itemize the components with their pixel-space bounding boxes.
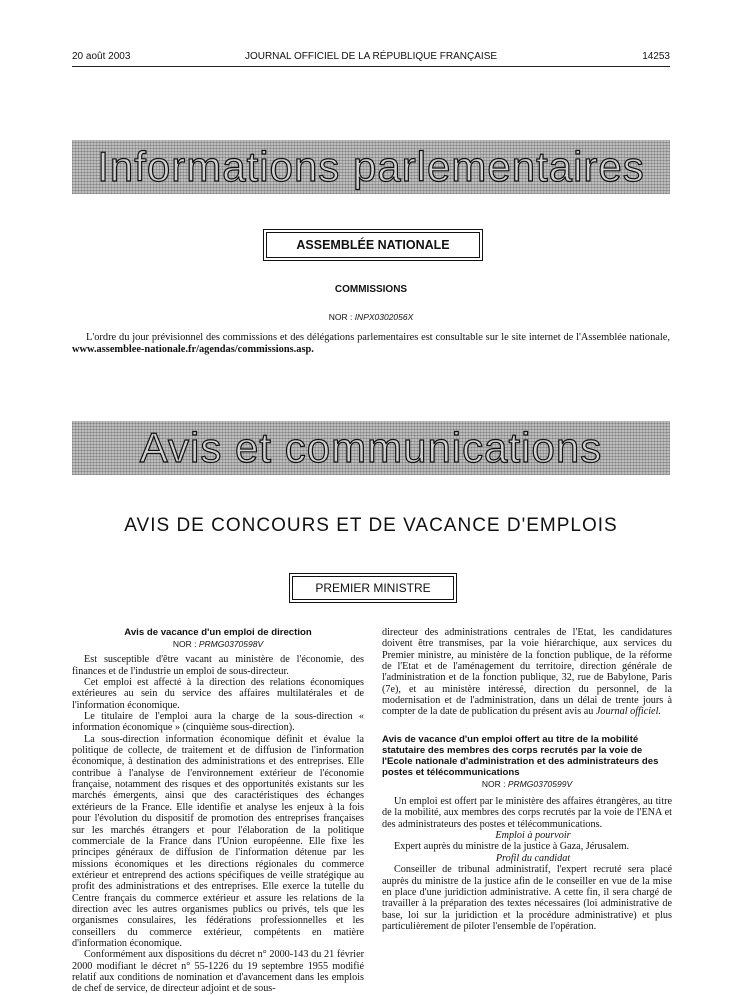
nor-label: NOR :: [481, 778, 506, 789]
nor-label: NOR :: [328, 312, 353, 322]
commissions-heading: [72, 284, 670, 295]
profil-paragraph: Conseiller de tribunal administratif, l'expert recruté sera placé auprès du ministre de la justice afin de le conseiller en vue de la mise en place d'une juridiction administrative. A cette fin, il sera chargé de travailler à la préparation des textes nécessaires (loi administrative de base, loi sur la juridiction et la procédure administrative) et plus particulièrement de piloter l'ensemble de l'opération.: [382, 864, 672, 932]
continuation-text: directeur des administrations centrales de l'Etat, les candidatures doivent être transmises, par la voie hiérarchique, aux services du Premier ministre, au ministère de la fonction publique, de la réforme de l'Etat et de l'aménagement du territoire, direction générale de l'administration et de la fonction publique, 32, rue de Babylone, Paris (7e), et au ministère intéressé, direction du personnel, de la modernisation et de l'administration, dans un délai de trente jours à compter de la date de publication du présent avis au: [382, 627, 672, 718]
emploi-paragraph: Expert auprès du ministre de la justice à Gaza, Jérusalem.: [394, 841, 630, 853]
assemblee-nationale-box: [266, 232, 480, 258]
banner-text: Informations parlementaires: [97, 143, 645, 190]
assemblee-url: www.assemblee-nationale.fr/agendas/commissions.asp.: [72, 343, 314, 355]
section-title-text: AVIS DE CONCOURS ET DE VACANCE D'EMPLOIS: [124, 515, 618, 536]
banner-avis-communications: [72, 421, 670, 475]
article-nor: [382, 779, 672, 790]
premier-ministre-box: [292, 576, 454, 600]
header-rule: [72, 66, 670, 67]
section-title: [72, 515, 670, 537]
assemblee-label: ASSEMBLÉE NATIONALE: [296, 238, 450, 252]
page-number: 14253: [642, 50, 670, 62]
paragraph: Conformément aux dispositions du décret n° 2000-143 du 21 février 2000 modifiant le décret n° 55-1226 du 19 septembre 1955 modifié relatif aux conditions de nomination et d'avancement dans les emplois de chef de service, de directeur adjoint et de sous-: [72, 949, 364, 995]
paragraph: La sous-direction information économique définit et évalue la politique de collecte, de traitement et de diffusion de l'information économique, à destination des administrations et des entreprises. Elle contribue à l'analyse de l'environnement extérieur de l'économie française, notamment des risques et des opportunités existants sur les marchés émergents, ainsi que des caractéristiques des échanges extérieurs de la France. Elle identifie et analyse les enjeux à la fois pour l'évolution du dispositif de promotion des entreprises françaises sur les marchés étrangers et pour l'élaboration de la politique commerciale de la France dans l'Union européenne. Elle fixe les principes généraux de diffusion de l'information détenue par les missions économiques et les directions régionales du commerce extérieur et entreprend des actions spécifiques de veille stratégique au profit des administrations et des entreprises. Elle exerce la tutelle du Centre français du commerce extérieur et assure les relations de la direction avec les autres organismes publics ou privés, tels que les organismes consulaires, les fédérations professionnelles et les conseillers du commerce extérieur, compétents en matière d'information économique.: [72, 733, 364, 949]
subheading-emploi: Emploi à pourvoir: [495, 830, 571, 842]
commissions-text: COMMISSIONS: [334, 284, 408, 295]
assemblee-text: L'ordre du jour prévisionnel des commissions et des délégations parlementaires est consultable sur le site internet de l'Assemblée nationale,: [86, 332, 670, 343]
subheading-profil: Profil du candidat: [495, 852, 571, 864]
banner-text: Avis et communications: [139, 424, 603, 471]
assemblee-paragraph: [72, 332, 670, 355]
banner-informations-parlementaires: [72, 140, 670, 194]
continuation-paragraph: [382, 627, 672, 718]
right-column: [382, 627, 672, 932]
assemblee-nor: [72, 312, 670, 322]
page-header: [72, 48, 670, 64]
header-date: 20 août 2003: [72, 50, 131, 62]
article-title: Avis de vacance d'un emploi offert au titre de la mobilité statutaire des membres des corps recrutés par la voie de l'Ecole nationale d'administration et des administrateurs des postes et télécommunications: [382, 733, 659, 778]
nor-label: NOR :: [172, 639, 197, 649]
left-column: [72, 627, 364, 995]
journal-title: JOURNAL OFFICIEL DE LA RÉPUBLIQUE FRANÇAISE: [244, 50, 498, 62]
paragraph: Cet emploi est affecté à la direction des relations économiques extérieures au sein du service des affaires multilatérales et de l'information économique.: [72, 677, 364, 711]
article-nor: [72, 639, 364, 650]
nor-code: INPX0302056X: [354, 312, 414, 322]
intro-paragraph: Un emploi est offert par le ministère des affaires étrangères, au titre de la mobilité, aux membres des corps recrutés par la voie de l'ENA et des administrateurs des postes et télécommunications.: [382, 796, 672, 830]
nor-code: PRMG0370599V: [507, 778, 573, 789]
article-title: Avis de vacance d'un emploi de direction: [124, 627, 312, 638]
journal-officiel-ref: Journal officiel.: [595, 706, 661, 718]
paragraph: Le titulaire de l'emploi aura la charge de la sous-direction « information économique » (cinquième sous-direction).: [72, 711, 364, 734]
ministry-label: PREMIER MINISTRE: [315, 581, 431, 595]
nor-code: PRMG0370598V: [198, 639, 264, 649]
paragraph: Est susceptible d'être vacant au ministère de l'économie, des finances et de l'industrie un emploi de sous-directeur.: [72, 654, 364, 677]
